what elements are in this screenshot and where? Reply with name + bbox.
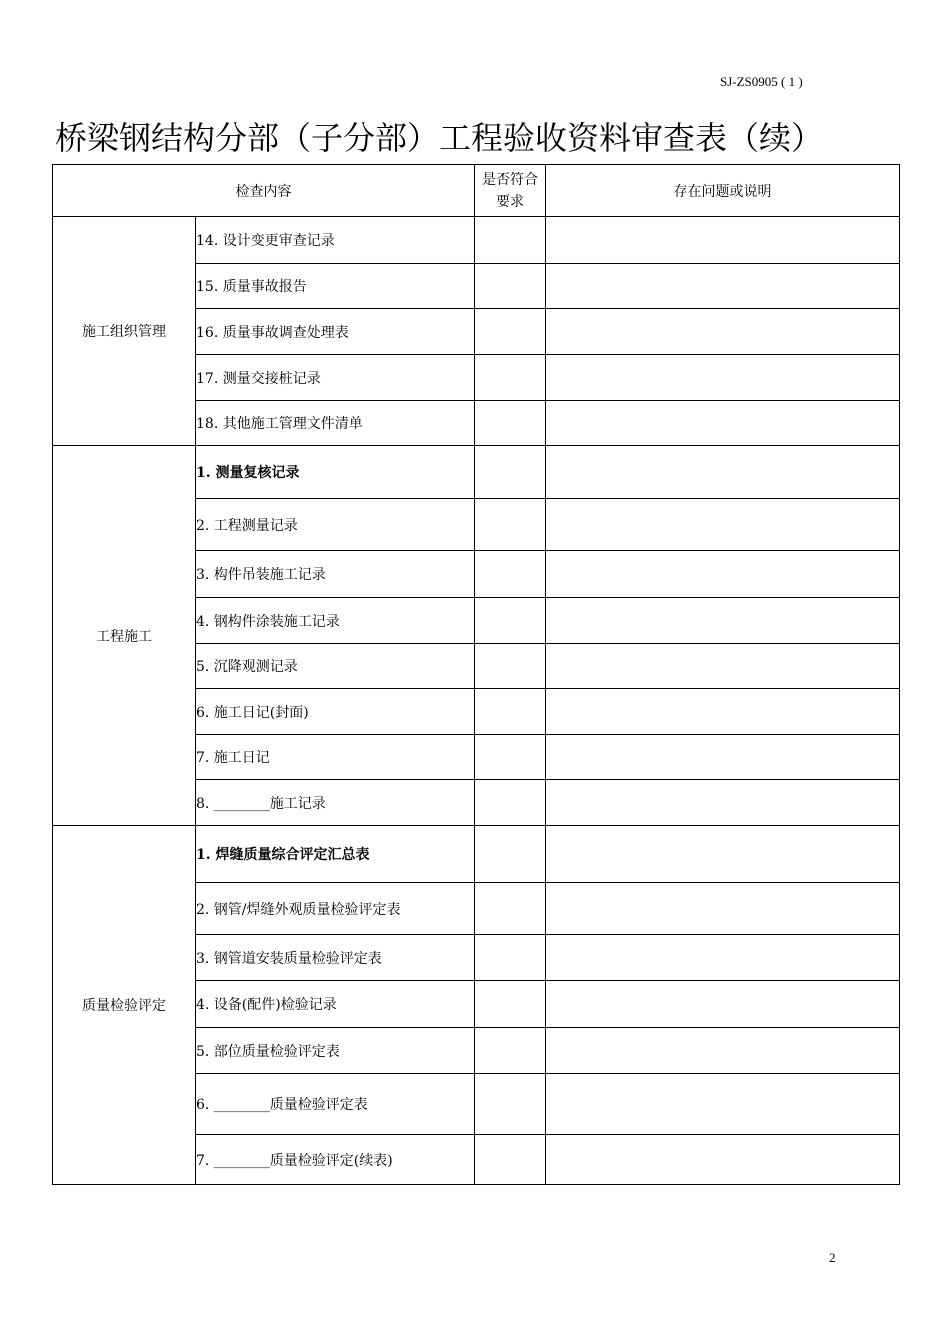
page-title: 桥梁钢结构分部（子分部）工程验收资料审查表（续） xyxy=(55,119,824,157)
remarks-cell[interactable] xyxy=(546,264,900,309)
check-item: 1. 焊缝质量综合评定汇总表 xyxy=(196,826,475,883)
check-item: 6. ________质量检验评定表 xyxy=(196,1074,475,1135)
check-item: 14. 设计变更审查记录 xyxy=(196,217,475,264)
check-item: 16. 质量事故调查处理表 xyxy=(196,309,475,355)
compliant-cell[interactable] xyxy=(475,355,546,401)
remarks-cell[interactable] xyxy=(546,883,900,935)
compliant-cell[interactable] xyxy=(475,551,546,598)
compliant-cell[interactable] xyxy=(475,598,546,644)
check-item: 2. 钢管/焊缝外观质量检验评定表 xyxy=(196,883,475,935)
remarks-cell[interactable] xyxy=(546,735,900,780)
check-item: 17. 测量交接桩记录 xyxy=(196,355,475,401)
check-item: 4. 钢构件涂装施工记录 xyxy=(196,598,475,644)
check-item: 5. 沉降观测记录 xyxy=(196,644,475,689)
compliant-cell[interactable] xyxy=(475,981,546,1028)
compliant-cell[interactable] xyxy=(475,935,546,981)
compliant-cell[interactable] xyxy=(475,689,546,735)
header-compliant-line1: 是否符合 xyxy=(482,171,538,188)
review-table xyxy=(52,164,900,1185)
header-compliant xyxy=(475,165,546,217)
check-item: 7. 施工日记 xyxy=(196,735,475,780)
compliant-cell[interactable] xyxy=(475,401,546,446)
compliant-cell[interactable] xyxy=(475,826,546,883)
page-number: 2 xyxy=(829,1250,836,1265)
check-item: 18. 其他施工管理文件清单 xyxy=(196,401,475,446)
check-item: 4. 设备(配件)检验记录 xyxy=(196,981,475,1028)
remarks-cell[interactable] xyxy=(546,689,900,735)
remarks-cell[interactable] xyxy=(546,355,900,401)
table-row xyxy=(53,826,900,883)
document-code: SJ-ZS0905 ( 1 ) xyxy=(720,74,803,89)
remarks-cell[interactable] xyxy=(546,935,900,981)
remarks-cell[interactable] xyxy=(546,551,900,598)
remarks-cell[interactable] xyxy=(546,981,900,1028)
compliant-cell[interactable] xyxy=(475,264,546,309)
remarks-cell[interactable] xyxy=(546,401,900,446)
check-item: 3. 构件吊装施工记录 xyxy=(196,551,475,598)
compliant-cell[interactable] xyxy=(475,1028,546,1074)
table-row xyxy=(53,217,900,264)
header-remarks: 存在问题或说明 xyxy=(546,165,900,217)
header-check-content: 检查内容 xyxy=(53,165,475,217)
review-table-body xyxy=(53,217,900,1185)
check-item: 5. 部位质量检验评定表 xyxy=(196,1028,475,1074)
remarks-cell[interactable] xyxy=(546,780,900,826)
table-row xyxy=(53,446,900,499)
section-label: 工程施工 xyxy=(53,446,196,826)
remarks-cell[interactable] xyxy=(546,598,900,644)
remarks-cell[interactable] xyxy=(546,217,900,264)
remarks-cell[interactable] xyxy=(546,499,900,551)
remarks-cell[interactable] xyxy=(546,826,900,883)
compliant-cell[interactable] xyxy=(475,217,546,264)
check-item: 2. 工程测量记录 xyxy=(196,499,475,551)
remarks-cell[interactable] xyxy=(546,644,900,689)
remarks-cell[interactable] xyxy=(546,1135,900,1185)
check-item: 3. 钢管道安装质量检验评定表 xyxy=(196,935,475,981)
section-label: 施工组织管理 xyxy=(53,217,196,446)
compliant-cell[interactable] xyxy=(475,735,546,780)
compliant-cell[interactable] xyxy=(475,644,546,689)
compliant-cell[interactable] xyxy=(475,446,546,499)
remarks-cell[interactable] xyxy=(546,446,900,499)
remarks-cell[interactable] xyxy=(546,1028,900,1074)
remarks-cell[interactable] xyxy=(546,1074,900,1135)
remarks-cell[interactable] xyxy=(546,309,900,355)
check-item: 15. 质量事故报告 xyxy=(196,264,475,309)
compliant-cell[interactable] xyxy=(475,883,546,935)
compliant-cell[interactable] xyxy=(475,499,546,551)
check-item: 7. ________质量检验评定(续表) xyxy=(196,1135,475,1185)
check-item: 1. 测量复核记录 xyxy=(196,446,475,499)
check-item: 8. ________施工记录 xyxy=(196,780,475,826)
header-compliant-line2: 要求 xyxy=(496,193,524,210)
compliant-cell[interactable] xyxy=(475,780,546,826)
header-row xyxy=(53,165,900,217)
section-label: 质量检验评定 xyxy=(53,826,196,1185)
compliant-cell[interactable] xyxy=(475,1074,546,1135)
check-item: 6. 施工日记(封面) xyxy=(196,689,475,735)
compliant-cell[interactable] xyxy=(475,1135,546,1185)
compliant-cell[interactable] xyxy=(475,309,546,355)
